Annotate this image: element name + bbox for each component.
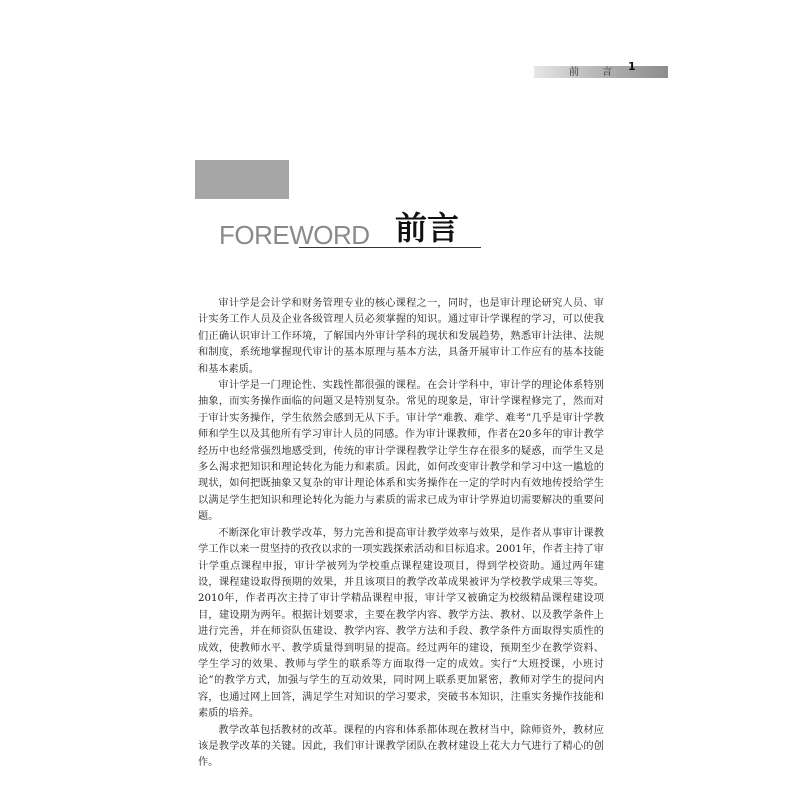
paragraph: 审计学是一门理论性、实践性都很强的课程。在会计学科中，审计学的理论体系特别抽象，而实务操作面临的问题又是特别复杂。常见的现象是，审计学课程修完了，然而对于审计实务操作，学生依然会感到无从下手。审计学“难教、难学、难考”几乎是审计学教师和学生以及其他所有学习审计人员的同感。作为审计课教师，作者在20多年的审计教学经历中也经常强烈地感受到，传统的审计学课程教学让学生存在很多的疑惑，而学生又是多么渴求把知识和理论转化为能力和素质。因此，如何改变审计教学和学习中这一尴尬的现状，如何把既抽象又复杂的审计理论体系和实务操作在一定的学时内有效地传授给学生以满足学生把知识和理论转化为能力与素质的需求已成为审计学界迫切需要解决的重要问题。 (198, 380, 604, 523)
running-title: 前 言 (569, 67, 623, 78)
paragraph: 不断深化审计教学改革，努力完善和提高审计教学效率与效果，是作者从事审计课教学工作以来一贯坚持的孜孜以求的一项实践探索活动和目标追求。2001年，作者主持了审计学重点课程申报，审计学被列为学校重点课程建设项目，得到学校资助。通过两年建设，课程建设取得预期的效果，并且该项目的教学改革成果被评为学校教学成果三等奖。2010年，作者再次主持了审计学精品课程申报，审计学又被确定为校级精品课程建设项目，建设期为两年。根据计划要求，主要在教学内容、教学方法、教材、以及教学条件上进行完善，并在师资队伍建设、教学内容、教学方法和手段、教学条件方面取得实质性的成效，使教师水平、教学质量得到明显的提高。经过两年的建设，预期至少在教学资料、学生学习的效果、教师与学生的联系等方面取得一定的成效。实行“大班授课，小班讨论”的教学方式，加强与学生的互动效果，同时网上联系更加紧密，教师对学生的提问内容，也通过网上回答，满足学生对知识的学习要求，突破书本知识，注重实务操作技能和素质的培养。 (198, 527, 604, 720)
paragraph: 审计学是会计学和财务管理专业的核心课程之一，同时，也是审计理论研究人员、审计实务工作人员及企业各级管理人员必须掌握的知识。通过审计学课程的学习，可以使我们正确认识审计工作环境，了解国内外审计学科的现状和发展趋势，熟悉审计法律、法规和制度，系统地掌握现代审计的基本原理与基本方法，具备开展审计工作应有的基本技能和基本素质。 (198, 298, 604, 375)
title-chinese: 前言 (395, 209, 460, 247)
paragraph: 教学改革包括教材的改革。课程的内容和体系都体现在教材当中，除师资外，教材应该是教学改革的关键。因此，我们审计课教学团队在教材建设上花大力气进行了精心的创作。 (198, 724, 604, 769)
body-text (198, 296, 604, 772)
page-number: 1 (628, 60, 636, 73)
decorative-grey-block (195, 160, 289, 199)
title-underline (299, 247, 481, 248)
title-english: FOREWORD (219, 220, 370, 250)
